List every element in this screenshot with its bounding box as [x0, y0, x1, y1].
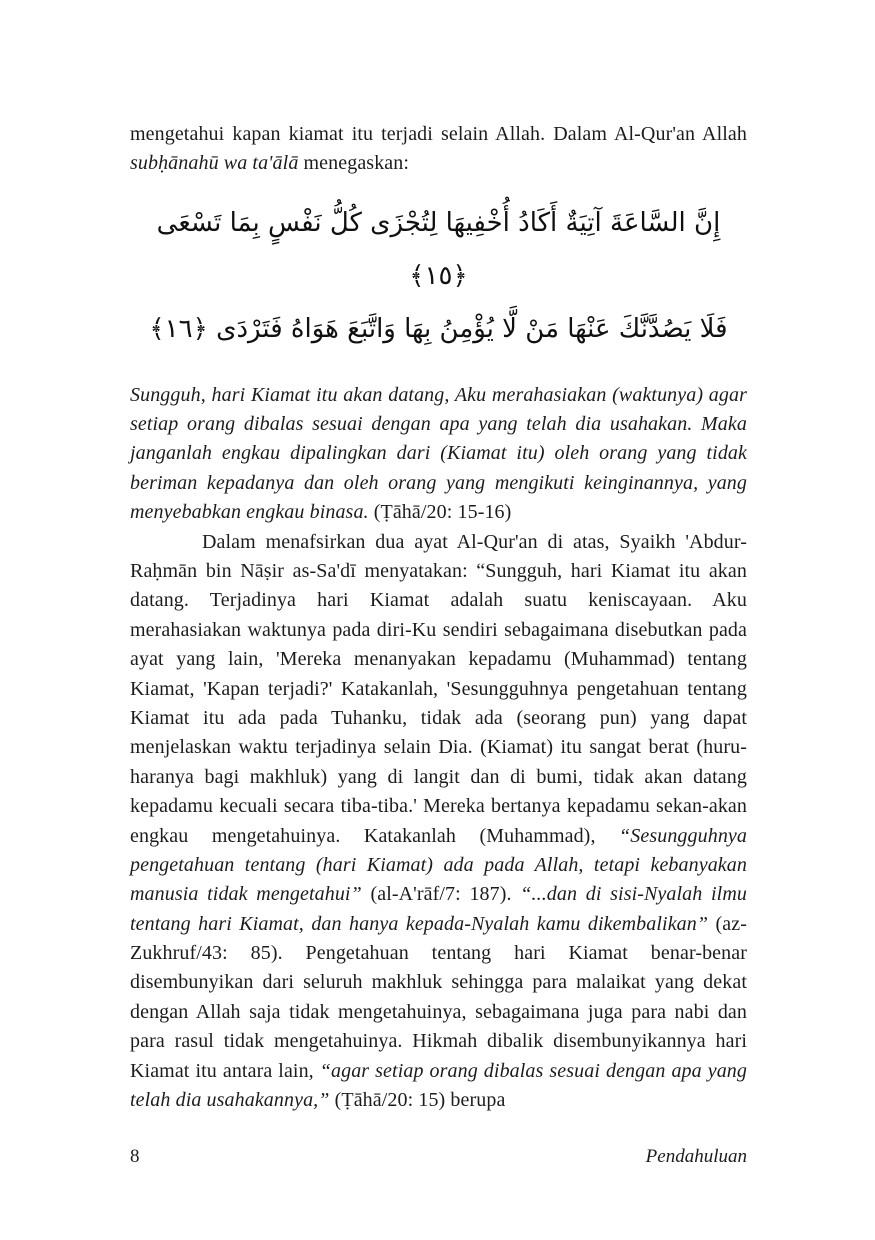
intro-paragraph: mengetahui kapan kiamat itu terjadi selain Allah. Dalam Al-Qur'an Allah subḥānahū wa ta'ālā menegaskan: — [130, 123, 747, 175]
arabic-verse-line-2: فَلَا يَصُدَّنَّكَ عَنْهَا مَنْ لَّا يُؤْمِنُ بِهَا وَاتَّبَعَ هَوَاهُ فَتَرْدَى ﴿١٦﴾ — [149, 314, 728, 345]
tafsir-paragraph: Dalam menafsirkan dua ayat Al-Qur'an di atas, Syaikh 'Abdur-Raḥmān bin Nāṣir as-Sa'dī menyatakan: “Sungguh, hari Kiamat itu akan datang. Terjadinya hari Kiamat adalah suatu keniscayaan. Aku merahasiakan waktunya pada diri-Ku sendiri sebagaimana disebutkan pada ayat yang lain, 'Mereka menanyakan kepadamu (Muhammad) tentang Kiamat, 'Kapan terjadi?' Katakanlah, 'Sesungguhnya pengetahuan tentang Kiamat itu ada pada Tuhanku, tidak ada (seorang pun) yang dapat menjelaskan waktu terjadinya selain Dia. (Kiamat) itu sangat berat (huru-haranya bagi makhluk) yang di langit dan di bumi, tidak akan datang kepadamu kecuali secara tiba-tiba.' Mereka bertanya kepadamu sekan-akan engkau mengetahuinya. Katakanlah (Muhammad), “Sesungguhnya pengetahuan tentang (hari Kiamat) ada pada Allah, tetapi kebanyakan manusia tidak mengetahui” (al-A'rāf/7: 187). “...dan di sisi-Nyalah ilmu tentang hari Kiamat, dan hanya kepada-Nyalah kamu dikembalikan” (az-Zukhruf/43: 85). Pengetahuan tentang hari Kiamat benar-benar disembunyikan dari seluruh makhluk sehingga para malaikat yang dekat dengan Allah saja tidak mengetahuinya, sebagaimana juga para nabi dan para rasul tidak mengetahuinya. Hikmah dibalik disembunyikannya hari Kiamat itu antara lain, “agar setiap orang dibalas sesuai dengan apa yang telah dia usahakannya,” (Ṭāhā/20: 15) berupa — [130, 530, 748, 1112]
quran-verse-arabic — [130, 197, 747, 357]
page-number: 8 — [130, 1146, 140, 1167]
page-footer — [130, 1146, 747, 1168]
page-content — [130, 120, 747, 1115]
chapter-title: Pendahuluan — [645, 1146, 747, 1167]
arabic-verse-line-1: إِنَّ السَّاعَةَ آتِيَةٌ أَكَادُ أُخْفِيهَا لِتُجْزَى كُلُّ نَفْسٍ بِمَا تَسْعَى ﴿١٥﴾ — [156, 207, 721, 292]
verse-translation: Sungguh, hari Kiamat itu akan datang, Aku merahasiakan (waktunya) agar setiap orang dibalas sesuai dengan apa yang telah dia usahakan. Maka janganlah engkau dipalingkan dari (Kiamat itu) oleh orang yang tidak beriman kepadanya dan oleh orang yang mengikuti keinginannya, yang menyebabkan engkau binasa. (Ṭāhā/20: 15-16) — [130, 383, 747, 524]
